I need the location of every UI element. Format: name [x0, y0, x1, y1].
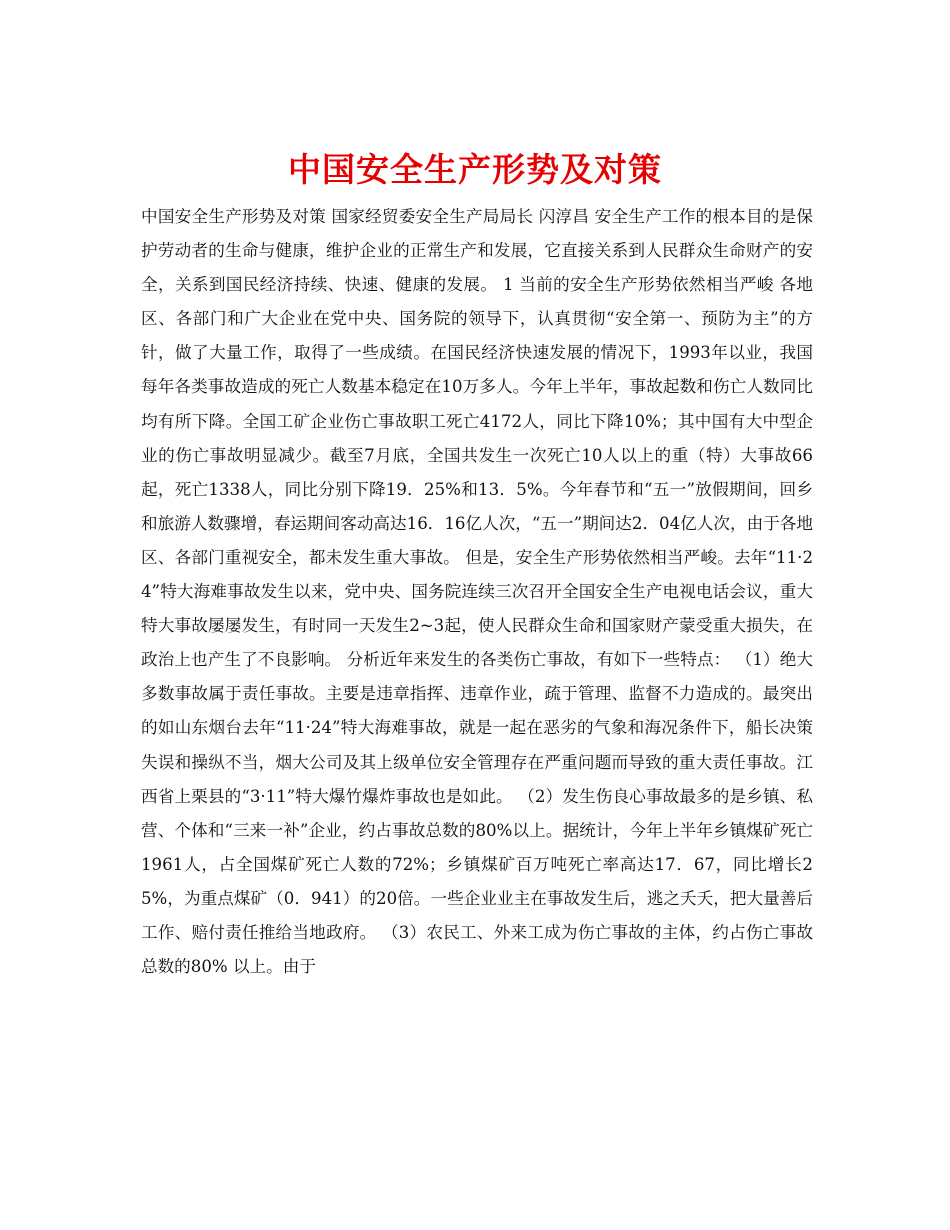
body-paragraph: 中国安全生产形势及对策 国家经贸委安全生产局局长 闪淳昌 安全生产工作的根本目的是保护劳动者的生命与健康，维护企业的正常生产和发展，它直接关系到人民群众生命财产的安全，关系到国民经济持续、快速、健康的发展。 1 当前的安全生产形势依然相当严峻 各地区、各部门和广大企业在党中央、国务院的领导下，认真贯彻“安全第一、预防为主”的方针，做了大量工作，取得了一些成绩。在国民经济快速发展的情况下，1993年以业，我国每年各类事故造成的死亡人数基本稳定在10万多人。今年上半年，事故起数和伤亡人数同比均有所下降。全国工矿企业伤亡事故职工死亡4172人，同比下降10%；其中国有大中型企业的伤亡事故明显减少。截至7月底，全国共发生一次死亡10人以上的重（特）大事故66起，死亡1338人，同比分别下降19．25%和13．5%。今年春节和“五一”放假期间，回乡和旅游人数骤增，春运期间客动高达16．16亿人次，“五一”期间达2．04亿人次，由于各地区、各部门重视安全，都未发生重大事故。 但是，安全生产形势依然相当严峻。去年“11·24”特大海难事故发生以来，党中央、国务院连续三次召开全国安全生产电视电话会议，重大特大事故屡屡发生，有时同一天发生2~3起，使人民群众生命和国家财产蒙受重大损失，在政治上也产生了不良影响。 分析近年来发生的各类伤亡事故，有如下一些特点： （1）绝大多数事故属于责任事故。主要是违章指挥、违章作业，疏于管理、监督不力造成的。最突出的如山东烟台去年“11·24”特大海难事故，就是一起在恶劣的气象和海况条件下，船长决策失误和操纵不当，烟大公司及其上级单位安全管理存在严重问题而导致的重大责任事故。江西省上栗县的“3·11”特大爆竹爆炸事故也是如此。 （2）发生伤良心事故最多的是乡镇、私营、个体和“三来一补”企业，约占事故总数的80%以上。据统计，今年上半年乡镇煤矿死亡1961人，占全国煤矿死亡人数的72%；乡镇煤矿百万吨死亡率高达17．67，同比增长25%，为重点煤矿（0．941）的20倍。一些企业业主在事故发生后，逃之夭夭，把大量善后工作、赔付责任推给当地政府。 （3）农民工、外来工成为伤亡事故的主体，约占伤亡事故总数的80% 以上。由于 — [141, 207, 813, 977]
page-title: 中国安全生产形势及对策 — [288, 150, 662, 190]
